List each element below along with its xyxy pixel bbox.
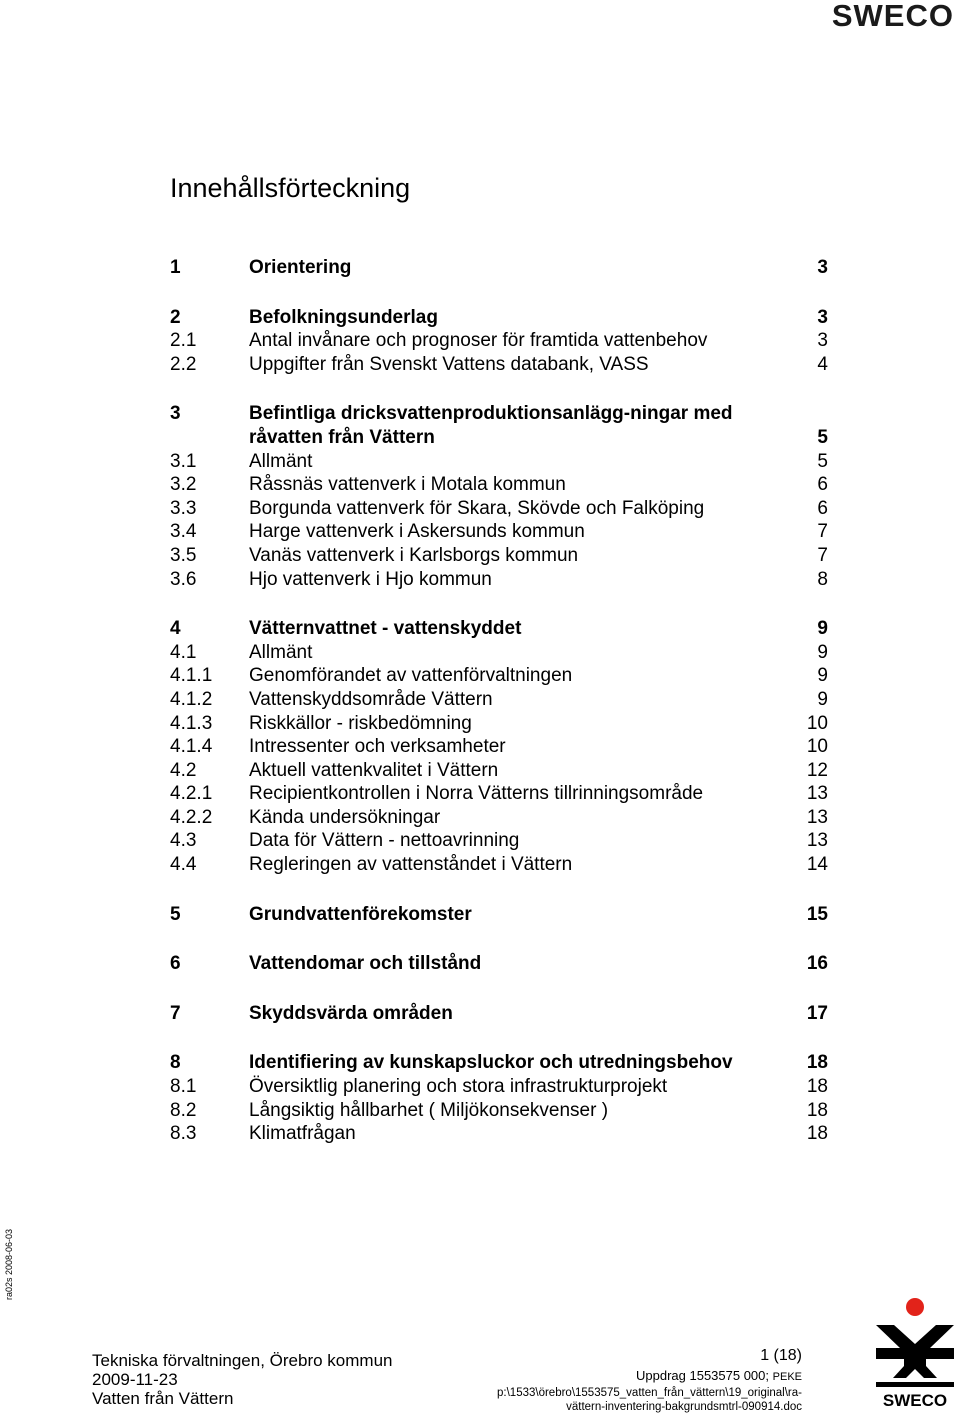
toc-entry[interactable] <box>170 782 830 806</box>
toc-entry[interactable] <box>170 256 830 280</box>
toc-entry-number: 1 <box>170 257 181 278</box>
toc-entry-number: 4.3 <box>170 830 197 852</box>
toc-entry-title: Uppgifter från Svenskt Vattens databank, VASS <box>249 353 649 375</box>
toc-entry-title: Riskkällor - riskbedömning <box>249 712 472 734</box>
toc-entry-page: 3 <box>817 257 828 278</box>
toc-entry-number: 4.1.2 <box>170 688 213 710</box>
page-title: Innehållsförteckning <box>170 173 411 203</box>
toc-entry-title: Identifiering av kunskapsluckor och utredningsbehov <box>249 1052 733 1074</box>
toc-entry-page: 10 <box>806 736 828 758</box>
toc-entry-number: 7 <box>170 1002 181 1024</box>
toc-entry[interactable] <box>170 1122 830 1146</box>
toc-entry-title: Vattendomar och tillstånd <box>249 953 482 975</box>
toc-entry-number: 4.2.1 <box>170 783 213 805</box>
toc-entry[interactable] <box>170 853 830 877</box>
toc-entry-title: Råssnäs vattenverk i Motala kommun <box>249 474 566 496</box>
author-initials: PEKE <box>772 1371 802 1383</box>
toc-entry-page: 13 <box>806 806 828 828</box>
toc-entry-number: 4.1.3 <box>170 712 213 734</box>
toc-entry-page: 8 <box>817 568 828 590</box>
template-code: ra02s 2008-06-03 <box>4 1228 14 1300</box>
toc-entry[interactable] <box>170 520 830 544</box>
toc-entry-title: Översiktlig planering och stora infrastrukturprojekt <box>249 1076 668 1098</box>
toc-entry[interactable] <box>170 617 830 641</box>
emblem-figure <box>876 1325 954 1378</box>
toc-entry-page: 5 <box>817 426 828 448</box>
toc-entry[interactable] <box>170 497 830 521</box>
file-path-line: p:\1533\örebro\1553575_vatten_från_vättern\19_original\ra- <box>497 1387 802 1399</box>
sweco-emblem-logo <box>872 1290 958 1410</box>
emblem-base-bar <box>876 1382 954 1387</box>
toc-entry-page: 18 <box>806 1052 828 1074</box>
toc-entry-page: 5 <box>817 450 828 472</box>
toc-entry-page: 13 <box>806 830 828 852</box>
emblem-red-dot <box>906 1298 924 1316</box>
toc-entry[interactable] <box>170 450 830 474</box>
toc-entry[interactable] <box>170 1051 830 1075</box>
toc-entry[interactable] <box>170 952 830 976</box>
toc-entry[interactable] <box>170 806 830 830</box>
page-number: 1 (18) <box>760 1347 802 1364</box>
toc-entry-page: 6 <box>817 497 828 519</box>
toc-entry-title: Regleringen av vattenståndet i Vättern <box>249 854 573 876</box>
footer-document-title: Vatten från Vättern <box>92 1389 234 1408</box>
toc-entry-number: 8 <box>170 1052 181 1074</box>
toc-entry-title: Vätternvattnet - vattenskyddet <box>249 618 522 640</box>
toc-entry[interactable] <box>170 544 830 568</box>
toc-entry-number: 4.1.1 <box>170 665 213 687</box>
toc-entry-title: Vanäs vattenverk i Karlsborgs kommun <box>249 544 579 566</box>
toc-entry-title: Orientering <box>249 257 352 278</box>
toc-entry[interactable] <box>170 473 830 497</box>
toc-entry[interactable] <box>170 568 830 592</box>
footer-date: 2009-11-23 <box>92 1370 178 1389</box>
toc-entry-title: Vattenskyddsområde Vättern <box>249 688 493 710</box>
toc-entry-page: 9 <box>817 618 828 640</box>
toc-entry-title: Genomförandet av vattenförvaltningen <box>249 665 573 687</box>
toc-entry-number: 3.6 <box>170 568 197 590</box>
toc-entry-title: Befintliga dricksvattenproduktionsanlägg-ningar med råvatten från Vättern <box>249 403 733 448</box>
toc-entry-page: 7 <box>817 544 828 566</box>
toc-entry[interactable] <box>170 829 830 853</box>
toc-entry-page: 3 <box>817 330 828 352</box>
toc-entry-number: 2 <box>170 306 181 328</box>
table-of-contents <box>170 256 830 1146</box>
toc-entry[interactable] <box>170 329 830 353</box>
toc-entry-page: 18 <box>806 1099 828 1121</box>
toc-entry-number: 4.1 <box>170 641 197 663</box>
toc-entry-page: 17 <box>806 1002 828 1024</box>
toc-entry-title: Hjo vattenverk i Hjo kommun <box>249 568 492 590</box>
footer-right <box>497 1348 802 1414</box>
toc-entry-number: 3.4 <box>170 521 197 543</box>
toc-entry[interactable] <box>170 1099 830 1123</box>
toc-entry[interactable] <box>170 306 830 330</box>
assignment-number: Uppdrag 1553575 000; <box>636 1368 770 1383</box>
toc-entry-page: 12 <box>806 759 828 781</box>
toc-entry-title: Klimatfrågan <box>249 1123 356 1145</box>
toc-entry-number: 4.1.4 <box>170 736 213 758</box>
footer-left <box>92 1351 392 1408</box>
toc-entry-page: 16 <box>806 953 828 975</box>
toc-entry-number: 4.4 <box>170 854 197 876</box>
toc-entry-number: 8.3 <box>170 1123 197 1145</box>
toc-entry-title: Grundvattenförekomster <box>249 903 472 925</box>
toc-entry[interactable] <box>170 402 830 449</box>
toc-entry-number: 3.2 <box>170 474 197 496</box>
toc-entry-number: 4.2.2 <box>170 806 213 828</box>
toc-entry-page: 15 <box>806 903 828 925</box>
toc-entry[interactable] <box>170 688 830 712</box>
toc-entry-page: 9 <box>817 641 828 663</box>
toc-entry[interactable] <box>170 641 830 665</box>
toc-entry-title: Befolkningsunderlag <box>249 306 438 328</box>
toc-entry[interactable] <box>170 712 830 736</box>
toc-entry-title: Harge vattenverk i Askersunds kommun <box>249 521 585 543</box>
toc-entry-page: 3 <box>817 306 828 328</box>
file-path <box>497 1386 802 1414</box>
toc-entry-title: Långsiktig hållbarhet ( Miljökonsekvenser ) <box>249 1099 609 1121</box>
toc-entry-number: 6 <box>170 953 181 975</box>
toc-entry-number: 2.2 <box>170 353 197 375</box>
toc-entry-page: 18 <box>806 1123 828 1145</box>
toc-entry-title: Intressenter och verksamheter <box>249 736 506 758</box>
toc-entry-number: 3.5 <box>170 544 197 566</box>
toc-entry-title: Skyddsvärda områden <box>249 1002 453 1024</box>
toc-entry-title: Aktuell vattenkvalitet i Vättern <box>249 759 499 781</box>
toc-entry-number: 3.3 <box>170 497 197 519</box>
toc-entry-title: Allmänt <box>249 641 313 663</box>
toc-entry-page: 7 <box>817 521 828 543</box>
toc-entry-title: Antal invånare och prognoser för framtida vattenbehov <box>249 330 708 352</box>
toc-entry-page: 6 <box>817 474 828 496</box>
toc-entry[interactable] <box>170 664 830 688</box>
sweco-logo: SWECO <box>831 0 954 33</box>
toc-entry-page: 4 <box>817 353 828 375</box>
toc-entry[interactable] <box>170 1002 830 1026</box>
toc-entry[interactable] <box>170 903 830 927</box>
toc-entry-title: Allmänt <box>249 450 313 472</box>
toc-entry-number: 3.1 <box>170 450 197 472</box>
toc-entry-number: 8.1 <box>170 1076 197 1098</box>
toc-entry[interactable] <box>170 353 830 377</box>
emblem-wordmark: SWECO <box>882 1391 948 1410</box>
toc-entry-page: 18 <box>806 1076 828 1098</box>
toc-entry-page: 9 <box>817 665 828 687</box>
toc-entry[interactable] <box>170 735 830 759</box>
toc-entry-title: Kända undersökningar <box>249 806 441 828</box>
toc-entry[interactable] <box>170 1075 830 1099</box>
toc-entry-number: 5 <box>170 903 181 925</box>
toc-entry-title: Recipientkontrollen i Norra Vätterns tillrinningsområde <box>249 783 704 805</box>
file-path-line: vättern-inventering-bakgrundsmtrl-090914.doc <box>566 1401 802 1413</box>
toc-entry-page: 9 <box>817 688 828 710</box>
assignment-reference <box>497 1369 802 1383</box>
toc-entry-page: 14 <box>806 854 828 876</box>
toc-entry-number: 2.1 <box>170 330 197 352</box>
toc-entry-number: 4 <box>170 618 181 640</box>
toc-entry-page: 10 <box>806 712 828 734</box>
toc-entry-number: 3 <box>170 403 181 425</box>
toc-entry-page: 13 <box>806 783 828 805</box>
toc-entry-number: 4.2 <box>170 759 197 781</box>
footer-organization: Tekniska förvaltningen, Örebro kommun <box>92 1351 393 1370</box>
toc-entry-title: Borgunda vattenverk för Skara, Skövde och Falköping <box>249 497 705 519</box>
toc-entry[interactable] <box>170 759 830 783</box>
toc-entry-title: Data för Vättern - nettoavrinning <box>249 830 520 852</box>
toc-entry-number: 8.2 <box>170 1099 197 1121</box>
